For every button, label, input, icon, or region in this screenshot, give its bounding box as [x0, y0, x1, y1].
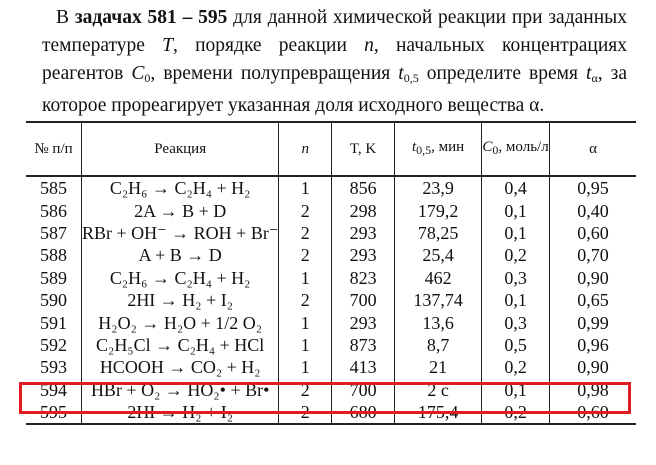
header-half-life: [395, 122, 482, 176]
initial-concentration: 0,3: [482, 311, 550, 333]
reaction-order: 2: [279, 199, 332, 221]
subscript: 0: [492, 143, 499, 157]
reaction-equation: A + B → D: [82, 244, 279, 266]
intro-text: , времени полупревращения: [150, 63, 399, 84]
half-life: 8,7: [395, 334, 482, 356]
initial-concentration: 0,1: [482, 222, 550, 244]
half-life: 25,4: [395, 244, 482, 266]
header-number: № п/п: [26, 122, 82, 176]
subscript: α: [591, 71, 598, 85]
row-number: 590: [26, 289, 82, 311]
half-life: 175,4: [395, 401, 482, 424]
reaction-equation: 2HI → H₂ + I₂: [82, 289, 279, 311]
reaction-equation: RBr + OH⁻ → ROH + Br⁻: [82, 222, 279, 243]
reaction-table: [26, 121, 636, 425]
intro-text: для данной химической реакции при заданных температуре: [42, 7, 627, 56]
fraction-alpha: 0,65: [550, 289, 636, 311]
row-number: 587: [26, 222, 82, 244]
temperature: 298: [332, 199, 395, 221]
temperature: 856: [332, 176, 395, 199]
table-row: [26, 199, 636, 221]
row-number: 592: [26, 334, 82, 356]
subscript: 0: [144, 71, 151, 85]
row-number: 594: [26, 379, 82, 401]
half-life: 179,2: [395, 199, 482, 221]
half-life: 462: [395, 267, 482, 289]
reaction-equation: 2HI → H₂ + I₂: [82, 401, 279, 424]
temperature: 700: [332, 289, 395, 311]
reaction-equation: HBr + O₂ → HO₂• + Br•: [82, 379, 279, 401]
temperature: 293: [332, 222, 395, 244]
row-number: 593: [26, 356, 82, 378]
row-number: 591: [26, 311, 82, 333]
initial-concentration: 0,2: [482, 244, 550, 266]
var-order: n: [364, 35, 374, 56]
reaction-order: 2: [279, 379, 332, 401]
reaction-order: 2: [279, 244, 332, 266]
initial-concentration: 0,1: [482, 289, 550, 311]
temperature: 823: [332, 267, 395, 289]
header-unit: , моль/л: [498, 139, 549, 155]
var-concentration: C: [131, 63, 145, 84]
fraction-alpha: 0,90: [550, 356, 636, 378]
intro-text: , за которое прореагирует указанная доля исходного вещества α.: [42, 63, 628, 116]
intro-text: В: [56, 7, 75, 28]
fraction-alpha: 0,90: [550, 267, 636, 289]
row-number: 595: [26, 401, 82, 424]
reaction-equation: C₂H₅Cl → C₂H₄ + HCl: [82, 334, 279, 356]
fraction-alpha: 0,96: [550, 334, 636, 356]
row-number: 589: [26, 267, 82, 289]
temperature: 680: [332, 401, 395, 424]
half-life: 13,6: [395, 311, 482, 333]
table-header-row: [26, 122, 636, 176]
task-intro-paragraph: [42, 4, 627, 120]
row-number: 586: [26, 199, 82, 221]
table-row: [26, 356, 636, 378]
initial-concentration: 0,5: [482, 334, 550, 356]
fraction-alpha: 0,40: [550, 199, 636, 221]
initial-concentration: 0,1: [482, 199, 550, 221]
reaction-order: 1: [279, 311, 332, 333]
header-t-symbol: t: [411, 139, 417, 155]
task-range: задачах 581 – 595: [74, 7, 228, 28]
temperature: 413: [332, 356, 395, 378]
half-life: 23,9: [395, 176, 482, 199]
table-row: [26, 334, 636, 356]
header-concentration: [482, 122, 550, 176]
table-row: [26, 267, 636, 289]
intro-text: , порядке реакции: [173, 35, 365, 56]
reaction-order: 2: [279, 289, 332, 311]
var-time-alpha: t: [586, 63, 592, 84]
fraction-alpha: 0,99: [550, 311, 636, 333]
intro-text: определите время: [418, 63, 587, 84]
half-life: 78,25: [395, 222, 482, 244]
table-row: [26, 379, 636, 401]
temperature: 700: [332, 379, 395, 401]
fraction-alpha: 0,70: [550, 244, 636, 266]
reaction-equation: H₂O₂ → H₂O + 1/2 O₂: [82, 311, 279, 333]
header-alpha: α: [550, 122, 636, 176]
row-number: 585: [26, 176, 82, 199]
table-row: [26, 289, 636, 311]
half-life: 21: [395, 356, 482, 378]
subscript: 0,5: [416, 143, 432, 157]
reaction-equation: C₂H₆ → C₂H₄ + H₂: [82, 176, 279, 199]
fraction-alpha: 0,60: [550, 222, 636, 244]
half-life: 2 с: [395, 379, 482, 401]
header-unit: , мин: [431, 139, 465, 155]
initial-concentration: 0,2: [482, 356, 550, 378]
reaction-equation: HCOOH → CO₂ + H₂: [82, 356, 279, 378]
header-order: n: [279, 122, 332, 176]
reaction-order: 2: [279, 222, 332, 244]
fraction-alpha: 0,60: [550, 401, 636, 424]
reaction-equation: 2A → B + D: [82, 199, 279, 221]
fraction-alpha: 0,98: [550, 379, 636, 401]
reaction-order: 2: [279, 401, 332, 424]
temperature: 293: [332, 244, 395, 266]
half-life: 137,74: [395, 289, 482, 311]
reaction-order: 1: [279, 176, 332, 199]
reaction-order: 1: [279, 356, 332, 378]
temperature: 873: [332, 334, 395, 356]
fraction-alpha: 0,95: [550, 176, 636, 199]
var-half-life: t: [398, 63, 404, 84]
temperature: 293: [332, 311, 395, 333]
initial-concentration: 0,1: [482, 379, 550, 401]
table-row: [26, 222, 636, 244]
initial-concentration: 0,2: [482, 401, 550, 424]
initial-concentration: 0,3: [482, 267, 550, 289]
table-row: [26, 311, 636, 333]
row-number: 588: [26, 244, 82, 266]
table-row: [26, 244, 636, 266]
reaction-order: 1: [279, 267, 332, 289]
reaction-equation: C₂H₆ → C₂H₄ + H₂: [82, 267, 279, 289]
header-reaction: Реакция: [82, 122, 279, 176]
var-temperature: T: [162, 35, 174, 56]
table-row: [26, 401, 636, 424]
reaction-order: 1: [279, 334, 332, 356]
subscript: 0,5: [403, 71, 419, 85]
header-temperature: T, K: [332, 122, 395, 176]
header-c-symbol: C: [482, 139, 493, 155]
table-row: [26, 176, 636, 199]
initial-concentration: 0,4: [482, 176, 550, 199]
intro-text: , начальных концентрациях реагентов: [42, 35, 627, 84]
